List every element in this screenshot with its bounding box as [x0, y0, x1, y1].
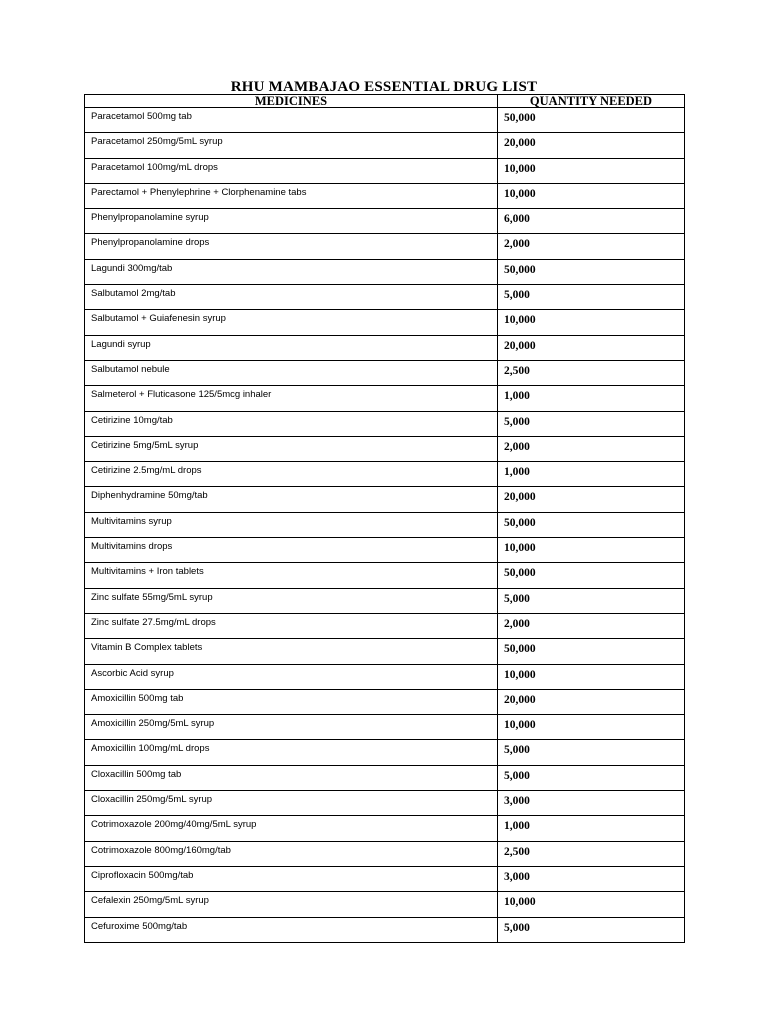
medicine-name: Phenylpropanolamine syrup: [91, 212, 209, 224]
quantity-cell: [498, 538, 685, 563]
table-row: [85, 613, 685, 638]
quantity-cell: [498, 335, 685, 360]
table-row: [85, 538, 685, 563]
table-row: [85, 183, 685, 208]
quantity-cell: [498, 259, 685, 284]
medicine-cell: [85, 765, 498, 790]
table-row: [85, 158, 685, 183]
quantity-value: 5,000: [504, 415, 530, 428]
document-title: RHU MAMBAJAO ESSENTIAL DRUG LIST: [230, 79, 538, 95]
table-row: [85, 360, 685, 385]
quantity-cell: [498, 436, 685, 461]
table-row: [85, 335, 685, 360]
medicine-name: Parectamol + Phenylephrine + Clorphenamine tabs: [91, 186, 307, 198]
medicine-cell: [85, 259, 498, 284]
medicine-cell: [85, 689, 498, 714]
quantity-cell: [498, 841, 685, 866]
quantity-value: 3,000: [504, 870, 530, 883]
quantity-value: 1,000: [504, 466, 530, 479]
quantity-cell: [498, 689, 685, 714]
medicine-cell: [85, 335, 498, 360]
quantity-cell: [498, 360, 685, 385]
table-row: [85, 740, 685, 765]
medicine-cell: [85, 462, 498, 487]
quantity-cell: [498, 386, 685, 411]
quantity-cell: [498, 816, 685, 841]
medicine-cell: [85, 133, 498, 158]
table-row: [85, 917, 685, 942]
quantity-value: 50,000: [504, 567, 536, 580]
quantity-value: 2,000: [504, 440, 530, 453]
medicine-name: Cloxacillin 250mg/5mL syrup: [91, 794, 213, 806]
table-row: [85, 791, 685, 816]
quantity-value: 2,500: [504, 364, 530, 377]
quantity-value: 10,000: [504, 542, 536, 555]
medicine-name: Diphenhydramine 50mg/tab: [91, 490, 208, 502]
table-header-row: [85, 95, 685, 108]
medicine-cell: [85, 108, 498, 133]
table-row: [85, 234, 685, 259]
quantity-value: 20,000: [504, 491, 536, 504]
medicine-name: Cloxacillin 500mg tab: [91, 768, 182, 780]
table-row: [85, 765, 685, 790]
medicine-cell: [85, 639, 498, 664]
quantity-cell: [498, 866, 685, 891]
quantity-value: 20,000: [504, 137, 536, 150]
medicine-name: Paracetamol 250mg/5mL syrup: [91, 136, 223, 148]
quantity-cell: [498, 234, 685, 259]
quantity-value: 5,000: [504, 592, 530, 605]
quantity-value: 10,000: [504, 314, 536, 327]
medicine-cell: [85, 866, 498, 891]
quantity-value: 2,500: [504, 845, 530, 858]
medicine-name: Zinc sulfate 27.5mg/mL drops: [91, 616, 216, 628]
medicine-name: Ciprofloxacin 500mg/tab: [91, 869, 194, 881]
medicine-cell: [85, 538, 498, 563]
table-body: [85, 108, 685, 943]
medicine-name: Cefuroxime 500mg/tab: [91, 920, 188, 932]
medicine-name: Cotrimoxazole 200mg/40mg/5mL syrup: [91, 819, 257, 831]
table-row: [85, 512, 685, 537]
medicine-name: Paracetamol 100mg/mL drops: [91, 161, 218, 173]
table-row: [85, 892, 685, 917]
medicine-cell: [85, 563, 498, 588]
medicine-name: Lagundi syrup: [91, 338, 151, 350]
quantity-cell: [498, 892, 685, 917]
medicine-cell: [85, 436, 498, 461]
medicine-name: Cetirizine 2.5mg/mL drops: [91, 465, 202, 477]
table-row: [85, 285, 685, 310]
table-row: [85, 563, 685, 588]
quantity-value: 10,000: [504, 668, 536, 681]
medicine-name: Salmeterol + Fluticasone 125/5mcg inhaler: [91, 389, 272, 401]
medicine-name: Paracetamol 500mg tab: [91, 111, 192, 122]
table-row: [85, 108, 685, 133]
quantity-cell: [498, 917, 685, 942]
medicine-cell: [85, 613, 498, 638]
quantity-cell: [498, 411, 685, 436]
table-row: [85, 715, 685, 740]
medicine-cell: [85, 360, 498, 385]
quantity-value: 10,000: [504, 719, 536, 732]
table-row: [85, 664, 685, 689]
medicine-cell: [85, 791, 498, 816]
quantity-cell: [498, 740, 685, 765]
medicine-cell: [85, 310, 498, 335]
table-row: [85, 436, 685, 461]
medicine-cell: [85, 411, 498, 436]
medicine-cell: [85, 588, 498, 613]
medicine-name: Phenylpropanolamine drops: [91, 237, 210, 249]
drug-list-table: [84, 94, 685, 943]
medicine-name: Lagundi 300mg/tab: [91, 262, 173, 274]
quantity-value: 50,000: [504, 112, 536, 124]
quantity-value: 20,000: [504, 693, 536, 706]
quantity-value: 1,000: [504, 390, 530, 403]
medicine-cell: [85, 234, 498, 259]
medicine-name: Multivitamins drops: [91, 541, 173, 553]
column-header-quantity: QUANTITY NEEDED: [498, 95, 685, 108]
medicine-cell: [85, 512, 498, 537]
quantity-value: 5,000: [504, 744, 530, 757]
table-row: [85, 487, 685, 512]
medicine-name: Salbutamol 2mg/tab: [91, 288, 176, 300]
quantity-value: 50,000: [504, 263, 536, 276]
medicine-name: Multivitamins syrup: [91, 515, 172, 527]
column-header-medicines: MEDICINES: [85, 95, 498, 108]
medicine-cell: [85, 183, 498, 208]
medicine-name: Amoxicillin 250mg/5mL syrup: [91, 718, 215, 730]
table-row: [85, 841, 685, 866]
quantity-value: 10,000: [504, 187, 536, 200]
quantity-value: 20,000: [504, 339, 536, 352]
medicine-cell: [85, 892, 498, 917]
quantity-value: 10,000: [504, 162, 536, 175]
medicine-cell: [85, 740, 498, 765]
medicine-cell: [85, 487, 498, 512]
quantity-cell: [498, 639, 685, 664]
medicine-name: Cetirizine 10mg/tab: [91, 414, 173, 426]
quantity-value: 5,000: [504, 921, 530, 934]
quantity-cell: [498, 285, 685, 310]
medicine-name: Amoxicillin 500mg tab: [91, 692, 184, 704]
medicine-cell: [85, 841, 498, 866]
quantity-value: 10,000: [504, 896, 536, 909]
quantity-cell: [498, 183, 685, 208]
medicine-name: Zinc sulfate 55mg/5mL syrup: [91, 591, 213, 603]
table-row: [85, 689, 685, 714]
medicine-name: Ascorbic Acid syrup: [91, 667, 174, 679]
medicine-name: Cefalexin 250mg/5mL syrup: [91, 895, 209, 907]
quantity-cell: [498, 209, 685, 234]
quantity-value: 1,000: [504, 820, 530, 833]
table-row: [85, 209, 685, 234]
table-row: [85, 816, 685, 841]
quantity-value: 2,000: [504, 617, 530, 630]
quantity-cell: [498, 158, 685, 183]
quantity-cell: [498, 310, 685, 335]
quantity-cell: [498, 108, 685, 133]
medicine-name: Amoxicillin 100mg/mL drops: [91, 743, 210, 755]
table-row: [85, 259, 685, 284]
quantity-cell: [498, 588, 685, 613]
quantity-cell: [498, 613, 685, 638]
quantity-value: 3,000: [504, 795, 530, 808]
quantity-value: 50,000: [504, 516, 536, 529]
medicine-cell: [85, 715, 498, 740]
medicine-cell: [85, 285, 498, 310]
quantity-value: 50,000: [504, 643, 536, 656]
quantity-cell: [498, 563, 685, 588]
quantity-cell: [498, 715, 685, 740]
medicine-name: Cotrimoxazole 800mg/160mg/tab: [91, 844, 231, 856]
table-row: [85, 462, 685, 487]
table-row: [85, 386, 685, 411]
quantity-value: 5,000: [504, 769, 530, 782]
medicine-name: Salbutamol nebule: [91, 363, 170, 375]
table-row: [85, 588, 685, 613]
medicine-name: Salbutamol + Guiafenesin syrup: [91, 313, 226, 325]
table-row: [85, 310, 685, 335]
table-row: [85, 639, 685, 664]
quantity-value: 5,000: [504, 289, 530, 302]
medicine-cell: [85, 917, 498, 942]
medicine-name: Vitamin B Complex tablets: [91, 642, 203, 654]
medicine-cell: [85, 816, 498, 841]
table-row: [85, 411, 685, 436]
medicine-cell: [85, 158, 498, 183]
medicine-cell: [85, 209, 498, 234]
quantity-cell: [498, 462, 685, 487]
quantity-value: 6,000: [504, 213, 530, 226]
quantity-value: 2,000: [504, 238, 530, 251]
table-row: [85, 866, 685, 891]
quantity-cell: [498, 791, 685, 816]
medicine-name: Cetirizine 5mg/5mL syrup: [91, 439, 199, 451]
table-row: [85, 133, 685, 158]
quantity-cell: [498, 487, 685, 512]
medicine-cell: [85, 386, 498, 411]
quantity-cell: [498, 765, 685, 790]
medicine-name: Multivitamins + Iron tablets: [91, 566, 204, 578]
medicine-cell: [85, 664, 498, 689]
quantity-cell: [498, 133, 685, 158]
quantity-cell: [498, 512, 685, 537]
quantity-cell: [498, 664, 685, 689]
